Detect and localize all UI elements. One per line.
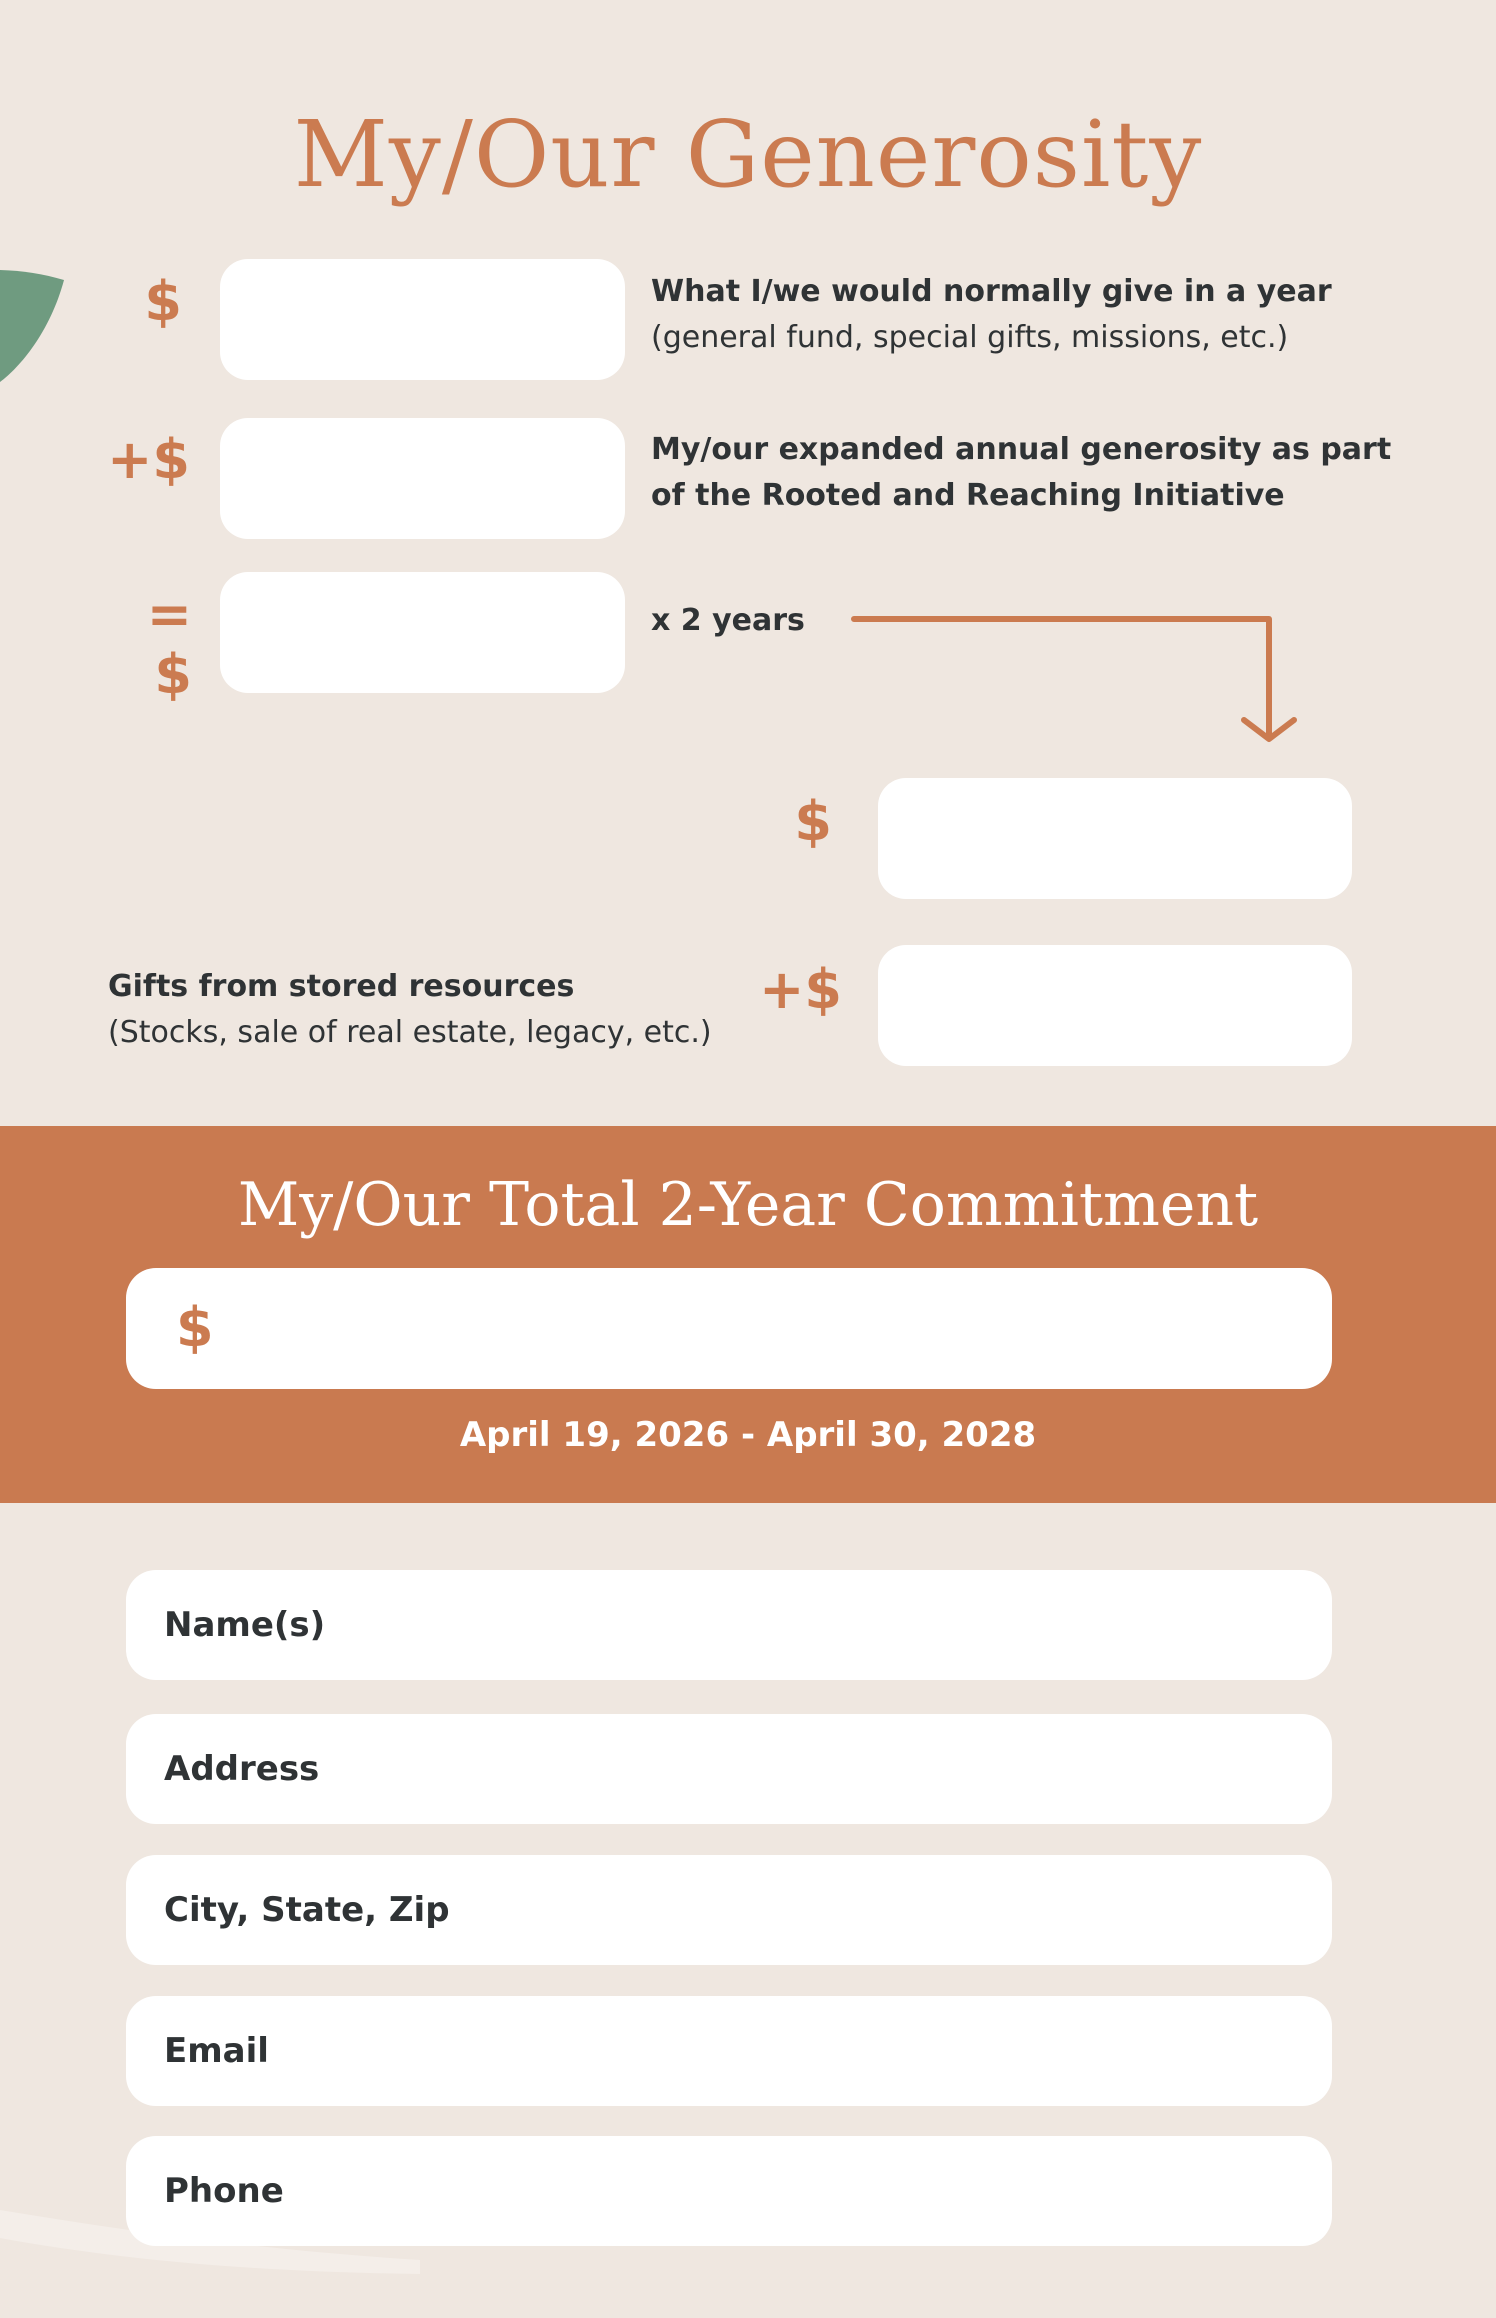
annual-giving-label: What I/we would normally give in a year (651, 274, 1332, 309)
expanded-generosity-input[interactable] (220, 418, 625, 539)
two-year-total-input[interactable] (878, 778, 1352, 899)
address-field[interactable] (126, 1714, 1332, 1824)
total-commitment-input[interactable] (126, 1268, 1332, 1389)
dollar-symbol: $ (144, 270, 182, 333)
total-dollar-symbol: $ (176, 1296, 214, 1359)
stored-resources-note: (Stocks, sale of real estate, legacy, etc.) (108, 1015, 712, 1050)
multiplier-text: x 2 years (651, 603, 805, 638)
stored-resources-input[interactable] (878, 945, 1352, 1066)
email-label: Email (164, 2031, 269, 2071)
phone-field[interactable] (126, 2136, 1332, 2246)
dollar-symbol-two-year: $ (794, 790, 832, 853)
annual-giving-note: (general fund, special gifts, missions, etc.) (651, 320, 1289, 355)
name-label: Name(s) (164, 1605, 326, 1645)
annual-giving-description (651, 269, 1411, 361)
commitment-dates: April 19, 2026 - April 30, 2028 (459, 1415, 1037, 1455)
arrow-connector (846, 608, 1306, 748)
email-field[interactable] (126, 1996, 1332, 2106)
plus-dollar-symbol-stored: +$ (759, 958, 842, 1021)
expanded-generosity-label-1: My/our expanded annual generosity as part (651, 432, 1392, 467)
stored-resources-description (108, 964, 788, 1056)
phone-label: Phone (164, 2171, 284, 2211)
page-title: My/Our Generosity (293, 101, 1203, 208)
annual-giving-input[interactable] (220, 259, 625, 380)
name-field[interactable] (126, 1570, 1332, 1680)
multiplier-label (651, 598, 805, 644)
leaf-decoration (0, 262, 64, 382)
city-state-zip-field[interactable] (126, 1855, 1332, 1965)
expanded-generosity-label-2: of the Rooted and Reaching Initiative (651, 478, 1285, 513)
expanded-generosity-description (651, 427, 1411, 519)
city-state-zip-label: City, State, Zip (164, 1890, 450, 1930)
equals-dollar-symbol: = $ (146, 583, 192, 706)
stored-resources-label: Gifts from stored resources (108, 969, 575, 1004)
address-label: Address (164, 1749, 320, 1789)
commitment-title: My/Our Total 2-Year Commitment (237, 1170, 1259, 1240)
plus-dollar-symbol: +$ (107, 428, 190, 491)
annual-total-input[interactable] (220, 572, 625, 693)
